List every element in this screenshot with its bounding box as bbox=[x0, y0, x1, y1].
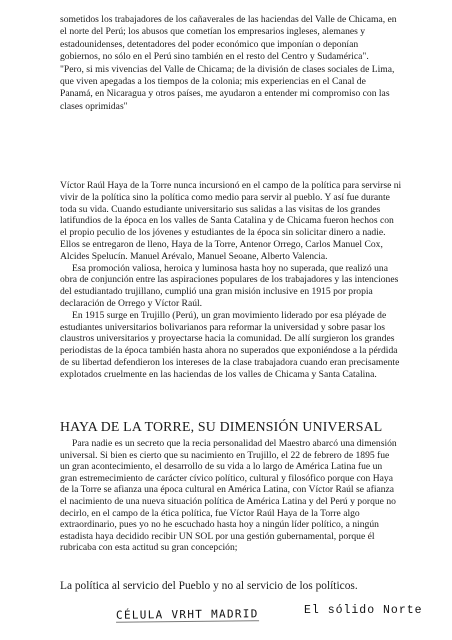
body-paragraph: Víctor Raúl Haya de la Torre nunca incursionó en el campo de la política para servirse ni vivir de la política sino la política como medio para servir al pueblo. Y así fue durante toda su vida. Cuando estudiante universitario sus salidas a las visitas de los grandes latifundios de la época en los valles de Santa Catalina y de Chicama fueron hechos con el propio peculio de los jóvenes y estudiantes de la época sin solicitar dinero a nadie. Ellos se entregaron de lleno, Haya de la Torre, Antenor Orrego, Carlos Manuel Cox, Alcides Spelucín. Manuel Arévalo, Manuel Seoane, Alberto Valencia. bbox=[60, 180, 402, 262]
section-heading: HAYA DE LA TORRE, SU DIMENSIÓN UNIVERSAL bbox=[60, 419, 383, 434]
closing-line: La política al servicio del Pueblo y no al servicio de los políticos. bbox=[60, 580, 358, 592]
body-paragraph: Esa promoción valiosa, heroica y luminosa hasta hoy no superada, que realizó una obra de conjunción entre las aspiraciones populares de los trabajadores y las intenciones del estudiantado trujillano, cumplió una gran misión inclusive en 1915 por propia declaración de Orrego y Víctor Raúl. bbox=[60, 262, 399, 309]
quote-block bbox=[60, 14, 400, 113]
section-body bbox=[60, 438, 400, 554]
body-block bbox=[60, 180, 402, 381]
stamp-right: El sólido Norte bbox=[304, 604, 423, 617]
section-paragraph: Para nadie es un secreto que la recia personalidad del Maestro abarcó una dimensión universal. Si bien es cierto que su nacimiento en Trujillo, el 22 de febrero de 1895 fue un gran acontecimiento, el desarrollo de su vida a lo largo de América Latina fue un gran estremecimiento de carácter cívico político, cultural y filosófico porque con Haya de la Torre se afianza una época cultural en América Latina, con Víctor Raúl se afianza el nacimiento de una nueva situación política de América Latina y del Perú y porque no decirlo, en el campo de la ética política, fue Víctor Raúl Haya de la Torre algo extraordinario, pues yo no he escuchado hasta hoy a ningún líder político, a ningún estadista haya decidido recibir UN SOL por una gestión gubernamental, porque él rubricaba con esta actitud su gran concepción; bbox=[60, 438, 397, 554]
stamp-left: CÉLULA VRHT MADRID bbox=[115, 607, 259, 622]
quote-paragraph: sometidos los trabajadores de los cañaverales de las haciendas del Valle de Chicama, en el norte del Perú; los abusos que cometían los empresarios ingleses, alemanes y estadounidenses, detentadores del poder económico que imponían o deponían gobiernos, no sólo en el Perú sino también en el resto del Centro y Sudamérica". bbox=[60, 14, 397, 63]
quote-paragraph: "Pero, si mis vivencias del Valle de Chicama; de la división de clases sociales de Lima, que viven apegadas a los tiempos de la colonia; mis experiencias en el Canal de Panamá, en Nicaragua y otros países, me ayudaron a entender mi compromiso con las clases oprimidas" bbox=[60, 63, 395, 112]
body-paragraph: En 1915 surge en Trujillo (Perú), un gran movimiento liderado por esa pléyade de estudiantes universitarios bolivarianos para reformar la universidad y sobre pasar los claustros universitarios y proyectarse hacia la comunidad. De allí surgieron los grandes periodistas de la época también hasta ahora no superados que exponiéndose a la pérdida de su libertad defendieron los intereses de la clase trabajadora cuando eran precisamente explotados cruelmente en las haciendas de los valles de Chicama y Santa Catalina. bbox=[60, 309, 400, 380]
